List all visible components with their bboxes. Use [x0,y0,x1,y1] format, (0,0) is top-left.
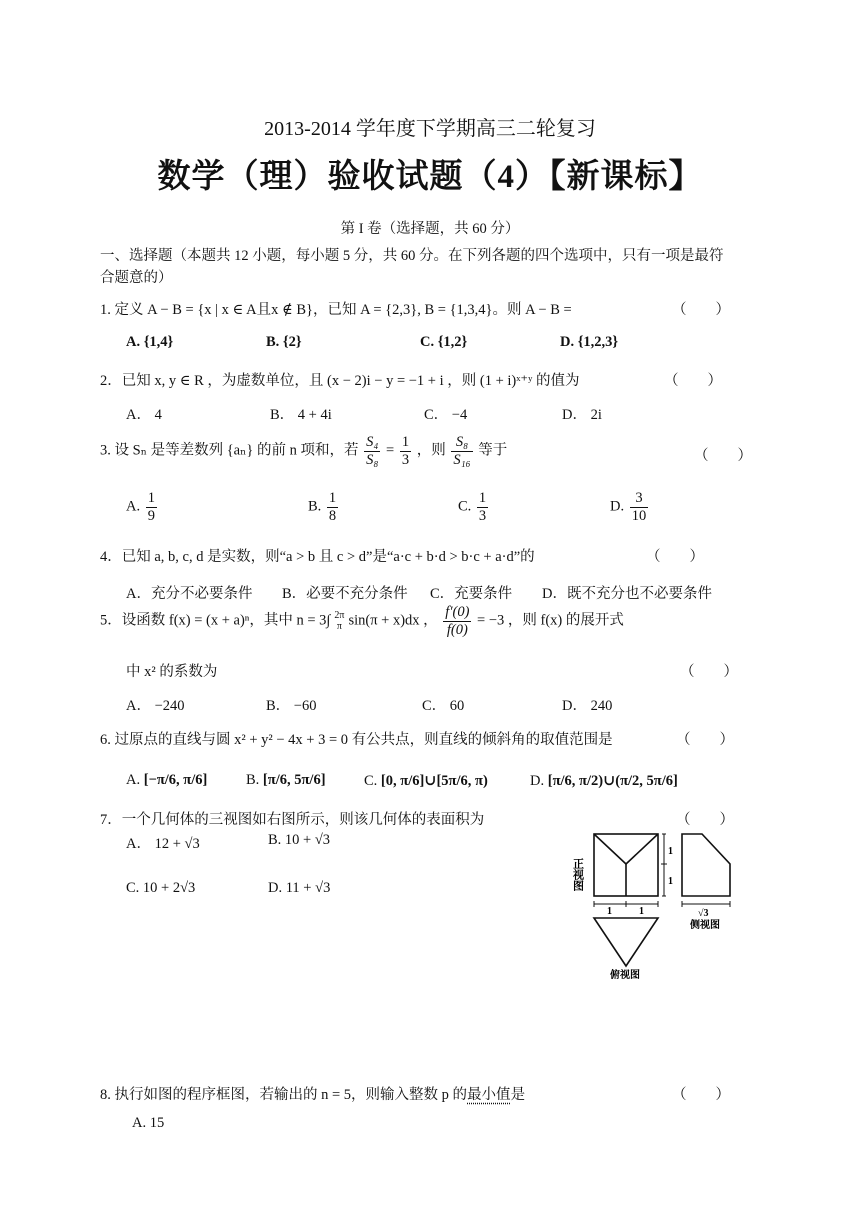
q3-option-a: A. $\frac{1}{9}$ [126,490,155,524]
q7-option-b: B. 10 + √3 [268,832,331,848]
q4-option-a: A．充分不必要条件 [126,586,253,602]
q3-fraction-2: $\frac{1}{3}$ [401,434,410,468]
top-view-label: 俯视图 [610,970,640,980]
q2-option-b: B． 4 + 4i [270,407,332,423]
q6-option-d: D. [π/6, π/2)∪(π/2, 5π/6] [530,773,678,789]
q7-option-a: A． 12 + √3 [126,836,200,852]
q6-answer-slot: （ ） [676,732,734,748]
q6-option-c: C. [0, π/6]∪[5π/6, π) [364,773,488,789]
q7-option-d: D. 11 + √3 [268,880,331,896]
q2-option-c: C． −4 [424,407,468,423]
q4-option-c: C．充要条件 [430,586,513,602]
side-view [682,834,730,896]
q6-option-a: A. [−π/6, π/6] [126,772,208,788]
q1-answer-slot: （ ） [672,302,730,318]
q7-answer-slot: （ ） [676,812,734,828]
three-view-figure [570,828,750,980]
q4-option-b: B．必要不充分条件 [282,586,408,602]
section-intro-line2: 合题意的） [100,270,173,286]
q5-option-c: C． 60 [422,698,465,714]
exam-subtitle: 2013-2014 学年度下学期高三二轮复习 [264,118,596,140]
q3-option-d: D. $\frac{3}{10}$ [610,490,647,524]
q5-fraction: $\frac{f'(0)}{f(0)}$ [445,604,470,638]
q2-option-d: D． 2i [562,407,602,423]
q1-option-b: B. {2} [266,334,302,350]
q6-stem: 6. 过原点的直线与圆 x² + y² − 4x + 3 = 0 有公共点，则直线的倾斜角的取值范围是 [100,732,613,748]
q5-answer-slot: （ ） [680,664,738,680]
q2-stem: 2．已知 x, y ∈ R ，为虚数单位，且 (x − 2)i − y = −1 + i ，则 (1 + i)ˣ⁺ʸ 的值为 [100,373,580,389]
q3-option-b: B. $\frac{1}{8}$ [308,490,337,524]
q3-fraction-1: $\frac{\text{S₄}}{\text{S₈}}$ [366,434,379,468]
q5-stem: 5．设函数 f(x) = (x + a)ⁿ，其中 n = 3∫ 2π π sin(π + x)dx ， $\frac{f'(0)}{f(0)}$ = −3 ，则 f(x) 的展开式 [100,604,624,638]
q5-option-a: A． −240 [126,698,185,714]
exam-title: 数学（理）验收试题（4）【新课标】 [157,159,703,195]
section-title: 第 I 卷（选择题，共 60 分） [340,221,520,237]
q2-answer-slot: （ ） [664,373,722,389]
dim-front-bottom: 1 [668,876,673,887]
q5-integral-bounds: 2π π [334,609,345,633]
q4-answer-slot: （ ） [646,549,704,565]
front-view [594,834,658,896]
q5-option-b: B． −60 [266,698,317,714]
q8-answer-slot: （ ） [672,1087,730,1103]
q3-option-c: C. $\frac{1}{3}$ [458,490,487,524]
top-view [594,918,658,966]
dim-front-right: 1 [639,906,644,917]
q4-option-d: D．既不充分也不必要条件 [542,586,712,602]
q2-option-a: A． 4 [126,407,162,423]
q1-option-c: C. {1,2} [420,334,468,350]
section-intro-line1: 一、选择题（本题共 12 小题，每小题 5 分，共 60 分。在下列各题的四个选项中，只有一项是最符 [100,248,724,264]
q4-stem: 4．已知 a, b, c, d 是实数，则“a > b 且 c > d”是“a·c + b·d > b·c + a·d”的 [100,549,535,565]
side-view-label: 侧视图 [690,920,720,931]
q7-option-c: C. 10 + 2√3 [126,880,196,896]
dim-front-top: 1 [668,846,673,857]
q3-fraction-3: $\frac{\text{S₈}}{\text{S₁₆}}$ [453,434,471,468]
q8-stem: 8. 执行如图的程序框图，若输出的 n = 5，则输入整数 p 的最小值是 [100,1087,526,1103]
q1-option-d: D. {1,2,3} [560,334,619,350]
q7-stem: 7．一个几何体的三视图如右图所示，则该几何体的表面积为 [100,812,485,828]
front-view-label: 正视图 [571,858,585,891]
q3-answer-slot: （ ） [694,448,752,464]
q1-stem: 1. 定义 A − B = {x | x ∈ A且x ∉ B}，已知 A = {2,3}, B = {1,3,4}。则 A − B = [100,302,572,318]
q5-stem-line2: 中 x² 的系数为 [126,664,218,680]
q3-stem: 3. 设 Sₙ 是等差数列 {aₙ} 的前 n 项和，若 $\frac{\text{S₄}}{\text{S₈}}$ = $\frac{1}{3}$ ，则 $\frac{\text{S₈}}{\text{S₁₆}}$ 等于 [100,434,508,468]
q6-option-b: B. [π/6, 5π/6] [246,772,326,788]
dim-side-sqrt3: √3 [698,908,709,919]
q5-option-d: D． 240 [562,698,613,714]
q8-option-a: A. 15 [132,1115,165,1131]
q1-option-a: A. {1,4} [126,334,174,350]
dim-front-left: 1 [607,906,612,917]
